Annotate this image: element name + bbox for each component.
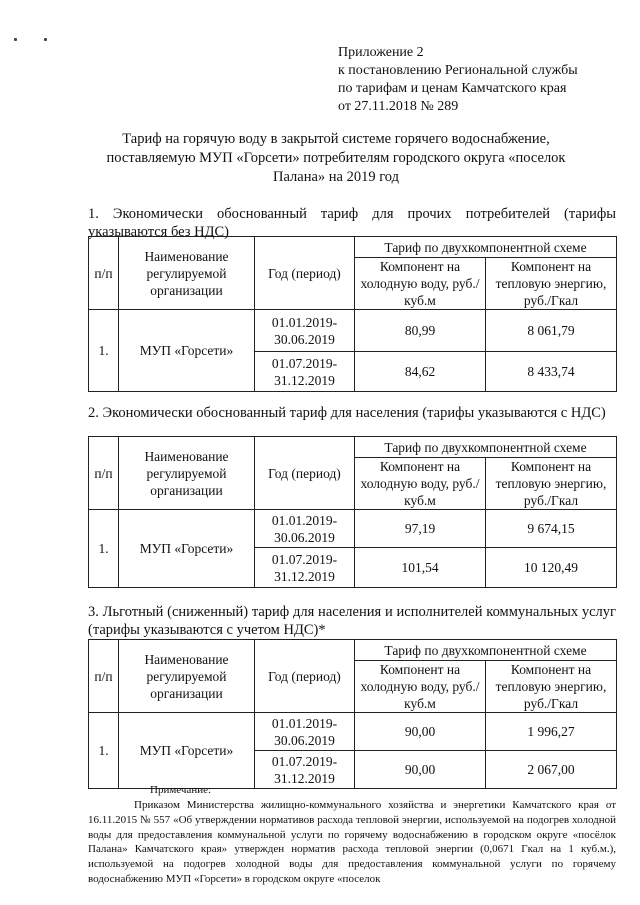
cold-value: 84,62	[355, 352, 486, 392]
scan-mark	[44, 38, 47, 41]
title-line: Тариф на горячую воду в закрытой системе горячего водоснабжение,	[122, 131, 550, 147]
org-name: МУП «Горсети»	[119, 510, 255, 588]
org-name: МУП «Горсети»	[119, 310, 255, 392]
header-period: Год (период)	[255, 640, 355, 713]
header-scheme: Тариф по двухкомпонентной схеме	[355, 437, 617, 458]
title-line: поставляемую МУП «Горсети» потребителям городского округа «поселок	[106, 150, 566, 166]
heat-value: 1 996,27	[486, 713, 617, 751]
header-period: Год (период)	[255, 437, 355, 510]
header-period: Год (период)	[255, 237, 355, 310]
cold-value: 90,00	[355, 751, 486, 789]
document-title	[96, 130, 576, 187]
tariff-table	[88, 436, 617, 588]
heat-value: 2 067,00	[486, 751, 617, 789]
cold-value: 90,00	[355, 713, 486, 751]
heat-value: 10 120,49	[486, 548, 617, 588]
header-org: Наименование регулируемой организации	[119, 237, 255, 310]
section-heading: 3. Льготный (сниженный) тариф для населения и исполнителей коммунальных услуг (тарифы указываются с учетом НДС)*	[88, 604, 616, 638]
period-cell: 01.01.2019-30.06.2019	[255, 510, 355, 548]
tariff-table	[88, 639, 617, 789]
cold-value: 97,19	[355, 510, 486, 548]
tariff-table	[88, 236, 617, 392]
header-scheme: Тариф по двухкомпонентной схеме	[355, 640, 617, 661]
section-heading: 1. Экономически обоснованный тариф для прочих потребителей (тарифы указываются без НДС)	[88, 206, 616, 240]
header-num: п/п	[89, 237, 119, 310]
appendix-block	[338, 44, 628, 116]
period-cell: 01.01.2019-30.06.2019	[255, 310, 355, 352]
note-text: Приказом Министерства жилищно-коммунального хозяйства и энергетики Камчатского края от 16.11.2015 № 557 «Об утверждении нормативов расхода тепловой энергии, используемой на подогрев холодной воды для предоставления коммунальной услуги по горячему водоснабжению в городском округе «посёлок Палана» Камчатского края» утвержден норматив расхода тепловой энергии (0,0671 Гкал на 1 куб.м.), используемой на подогрев холодной воды для предоставления коммунальной услуги по горячему водоснабжению МУП «Горсети» в городском округе «поселок	[88, 799, 616, 885]
header-num: п/п	[89, 437, 119, 510]
header-heat-component: Компонент на тепловую энергию, руб./Гкал	[486, 661, 617, 713]
section-heading: 2. Экономически обоснованный тариф для населения (тарифы указываются с НДС)	[88, 405, 606, 421]
header-scheme: Тариф по двухкомпонентной схеме	[355, 237, 617, 258]
header-num: п/п	[89, 640, 119, 713]
heat-value: 8 061,79	[486, 310, 617, 352]
row-num: 1.	[89, 510, 119, 588]
row-num: 1.	[89, 310, 119, 392]
header-cold-component: Компонент на холодную воду, руб./куб.м	[355, 458, 486, 510]
period-cell: 01.07.2019-31.12.2019	[255, 751, 355, 789]
header-org: Наименование регулируемой организации	[119, 640, 255, 713]
appendix-line: к постановлению Региональной службы	[338, 63, 578, 78]
note-label: Примечание:	[150, 784, 212, 796]
title-line: Палана» на 2019 год	[272, 169, 400, 185]
appendix-line: Приложение 2	[338, 45, 424, 60]
row-num: 1.	[89, 713, 119, 789]
heat-value: 9 674,15	[486, 510, 617, 548]
header-heat-component: Компонент на тепловую энергию, руб./Гкал	[486, 258, 617, 310]
heat-value: 8 433,74	[486, 352, 617, 392]
header-heat-component: Компонент на тепловую энергию, руб./Гкал	[486, 458, 617, 510]
cold-value: 101,54	[355, 548, 486, 588]
period-cell: 01.07.2019-31.12.2019	[255, 352, 355, 392]
header-org: Наименование регулируемой организации	[119, 437, 255, 510]
appendix-line: от 27.11.2018 № 289	[338, 99, 459, 114]
period-cell: 01.07.2019-31.12.2019	[255, 548, 355, 588]
appendix-line: по тарифам и ценам Камчатского края	[338, 81, 567, 96]
org-name: МУП «Горсети»	[119, 713, 255, 789]
period-cell: 01.01.2019-30.06.2019	[255, 713, 355, 751]
header-cold-component: Компонент на холодную воду, руб./куб.м	[355, 258, 486, 310]
header-cold-component: Компонент на холодную воду, руб./куб.м	[355, 661, 486, 713]
cold-value: 80,99	[355, 310, 486, 352]
scan-mark	[14, 38, 17, 41]
